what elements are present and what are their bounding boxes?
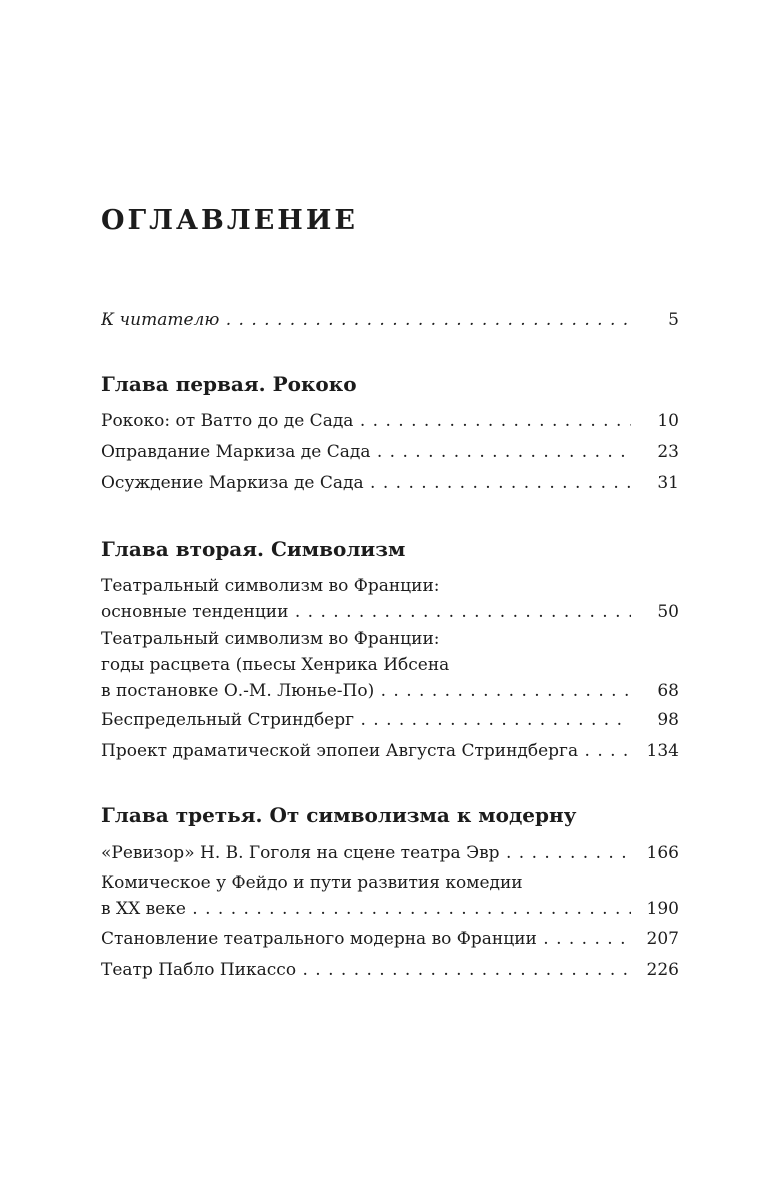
toc-page-number: 98 [631, 707, 679, 733]
toc-page-number: 50 [631, 599, 679, 625]
toc-entry-line: в XX веке . . . [101, 896, 631, 922]
toc-entry[interactable] [101, 926, 679, 952]
toc-entry-title [101, 573, 631, 625]
toc-page-number: 207 [631, 926, 679, 952]
toc-page-number: 68 [631, 678, 679, 704]
toc-entry[interactable] [101, 470, 679, 496]
toc-entry-line: Театр Пабло Пикассо . . . [101, 957, 631, 983]
toc-entry-line: Комическое у Фейдо и пути развития комедии [101, 873, 523, 893]
toc-entry[interactable] [101, 707, 679, 733]
toc-entry-line: в постановке О.-М. Люнье-По) . . . [101, 678, 631, 704]
toc-entry[interactable] [101, 408, 679, 434]
toc-entry-title [101, 840, 631, 866]
chapter-heading-1: Глава первая. Рококо [101, 372, 357, 396]
toc-page-number: 23 [631, 439, 679, 465]
toc-entry-title [101, 738, 631, 764]
toc-entry-line: Становление театрального модерна во Франции . . . [101, 926, 631, 952]
toc-entry-title [101, 408, 631, 434]
toc-entry-line: Театральный символизм во Франции: [101, 629, 440, 649]
toc-entry-line: «Ревизор» Н. В. Гоголя на сцене театра Эвр . . . [101, 840, 631, 866]
toc-entry-title [101, 957, 631, 983]
toc-entry[interactable] [101, 840, 679, 866]
toc-entry-line: годы расцвета (пьесы Хенрика Ибсена [101, 655, 450, 675]
toc-entry-preface[interactable] [101, 307, 679, 333]
toc-entry-title [101, 926, 631, 952]
toc-entry-line: К читателю . . . [101, 307, 631, 333]
toc-entry-title [101, 870, 631, 922]
toc-entry[interactable] [101, 573, 679, 625]
toc-page-number: 226 [631, 957, 679, 983]
toc-entry-title [101, 626, 631, 704]
chapter-heading-2: Глава вторая. Символизм [101, 537, 406, 561]
toc-entry[interactable] [101, 439, 679, 465]
toc-entry-line: Театральный символизм во Франции: [101, 576, 440, 596]
chapter-heading-3: Глава третья. От символизма к модерну [101, 803, 577, 827]
toc-entry-title [101, 439, 631, 465]
toc-entry[interactable] [101, 626, 679, 704]
toc-entry[interactable] [101, 738, 679, 764]
toc-entry-title [101, 707, 631, 733]
toc-page-number: 31 [631, 470, 679, 496]
toc-entry-title [101, 307, 631, 333]
toc-page-number: 166 [631, 840, 679, 866]
toc-page-number: 190 [631, 896, 679, 922]
toc-entry-line: Рококо: от Ватто до де Сада . . . [101, 408, 631, 434]
toc-entry-line: Осуждение Маркиза де Сада . . . [101, 470, 631, 496]
toc-entry[interactable] [101, 870, 679, 922]
toc-entry-title [101, 470, 631, 496]
toc-page-number: 10 [631, 408, 679, 434]
page-title: ОГЛАВЛЕНИЕ [101, 205, 358, 236]
toc-entry-line: Оправдание Маркиза де Сада . . . [101, 439, 631, 465]
toc-entry-line: Беспредельный Стриндберг . . . [101, 707, 631, 733]
toc-page-number: 5 [631, 307, 679, 333]
toc-page-number: 134 [631, 738, 679, 764]
toc-entry-line: основные тенденции . . . [101, 599, 631, 625]
toc-entry[interactable] [101, 957, 679, 983]
toc-entry-line: Проект драматической эпопеи Августа Стриндберга . . . [101, 738, 631, 764]
